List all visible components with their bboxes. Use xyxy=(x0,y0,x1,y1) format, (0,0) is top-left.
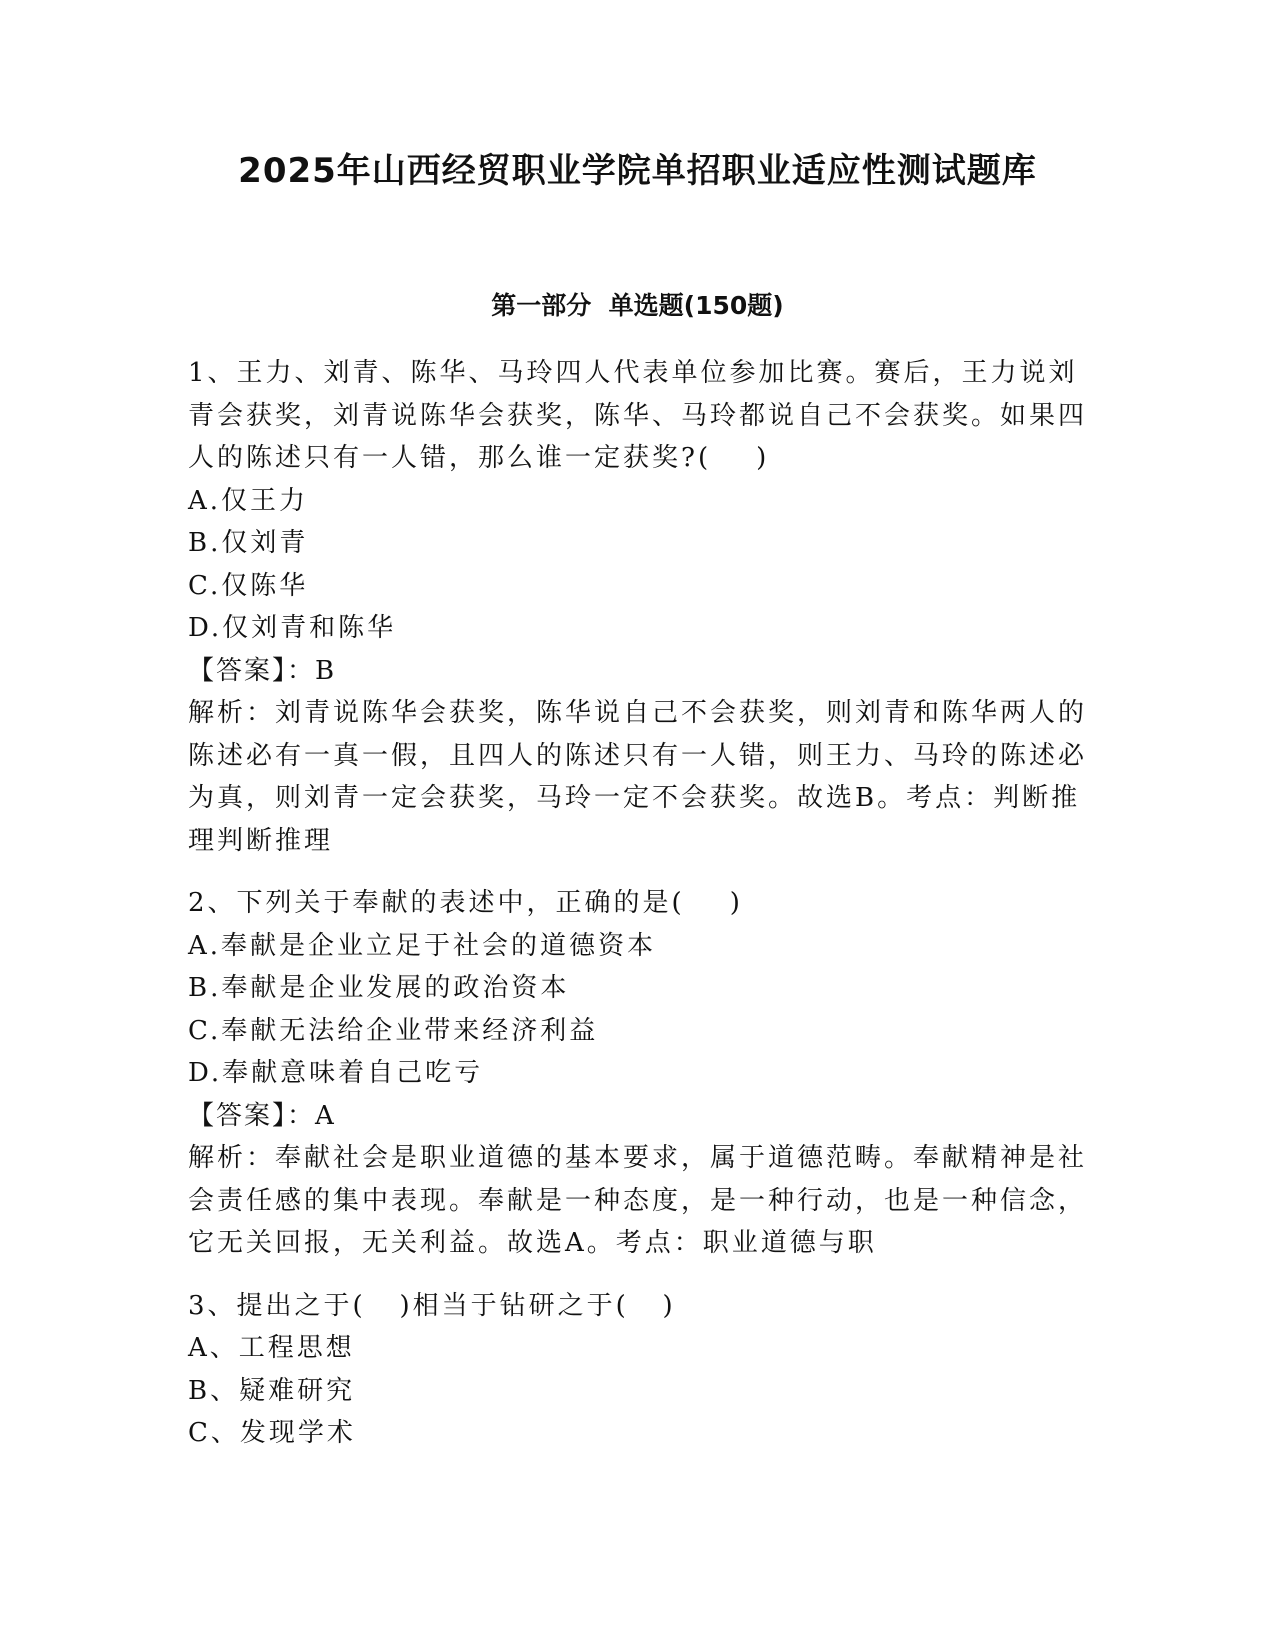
explanation: 解析：奉献社会是职业道德的基本要求，属于道德范畴。奉献精神是社会责任感的集中表现。奉献是一种态度，是一种行动，也是一种信念，它无关回报，无关利益。故选A。考点：职业道德与职 xyxy=(188,1143,1088,1258)
question-2 xyxy=(188,882,1088,1265)
answer-value: B xyxy=(315,655,338,686)
option-c: C.仅陈华 xyxy=(188,570,309,601)
answer-line xyxy=(188,650,1088,693)
section-title: 第一部分 单选题(150题) xyxy=(491,291,784,320)
option-a: A、工程思想 xyxy=(188,1333,355,1363)
explanation: 解析：刘青说陈华会获奖，陈华说自己不会获奖，则刘青和陈华两人的陈述必有一真一假，且四人的陈述只有一人错，则王力、马玲的陈述必为真，则刘青一定会获奖，马玲一定不会获奖。故选B。考点：判断推理判断推理 xyxy=(188,698,1088,856)
document-title: 2025年山西经贸职业学院单招职业适应性测试题库 xyxy=(238,151,1037,191)
option-b: B.仅刘青 xyxy=(188,528,309,558)
option-a: A.仅王力 xyxy=(188,485,309,516)
question-stem: 1、王力、刘青、陈华、马玲四人代表单位参加比赛。赛后，王力说刘青会获奖，刘青说陈华会获奖，陈华、马玲都说自己不会获奖。如果四人的陈述只有一人错，那么谁一定获奖?( ) xyxy=(188,358,1088,473)
option-b: B、疑难研究 xyxy=(188,1375,356,1406)
answer-line xyxy=(188,1095,1088,1138)
option-c: C、发现学术 xyxy=(188,1418,356,1448)
option-d: D.奉献意味着自己吃亏 xyxy=(188,1058,484,1088)
answer-label: 【答案】： xyxy=(188,1100,316,1131)
question-1 xyxy=(188,352,1088,862)
question-stem: 2、下列关于奉献的表述中，正确的是( ) xyxy=(188,888,743,918)
option-a: A.奉献是企业立足于社会的道德资本 xyxy=(188,930,657,961)
option-c: C.奉献无法给企业带来经济利益 xyxy=(188,1015,599,1046)
option-b: B.奉献是企业发展的政治资本 xyxy=(188,973,570,1003)
answer-label: 【答案】： xyxy=(188,655,316,686)
option-d: D.仅刘青和陈华 xyxy=(188,613,397,643)
question-3 xyxy=(188,1285,1088,1455)
question-stem: 3、提出之于( )相当于钻研之于( ) xyxy=(188,1290,676,1321)
question-list xyxy=(188,352,1088,1475)
answer-value: A xyxy=(315,1100,337,1131)
